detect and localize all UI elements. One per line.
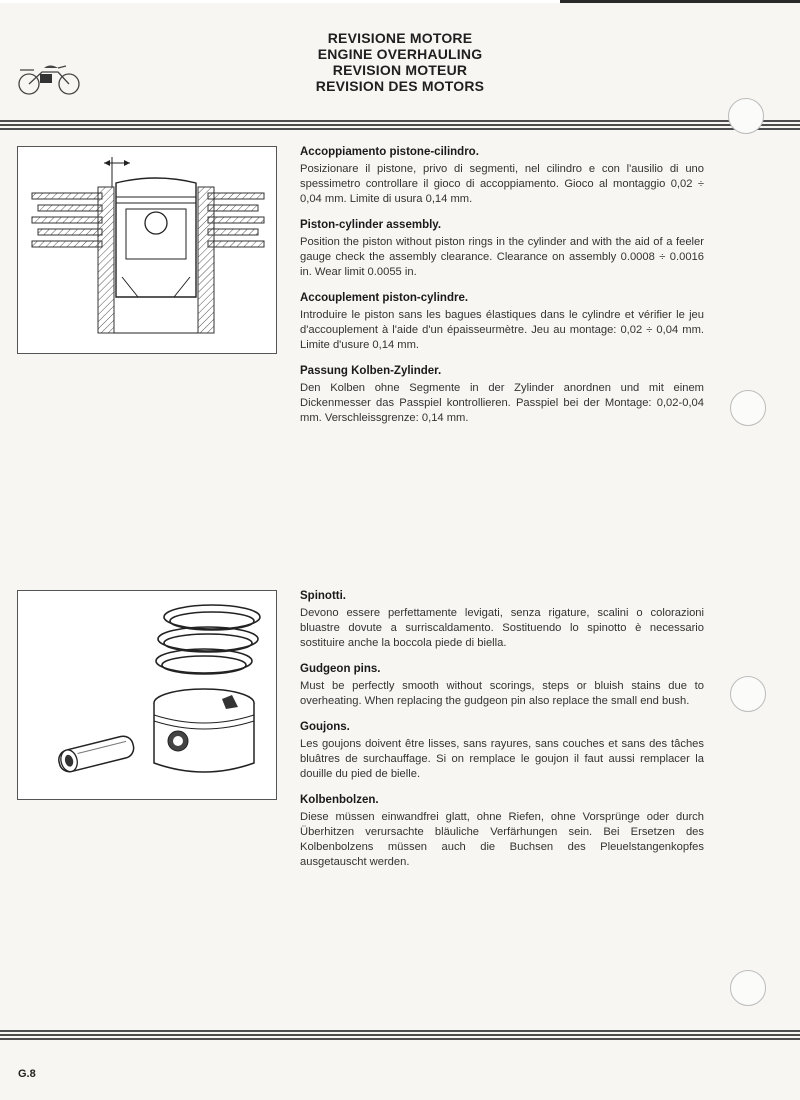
block-text: Diese müssen einwandfrei glatt, ohne Riefen, ohne Vorsprünge oder durch Überhitzen verursachte bläuliche Verfärhungen sein. Bei Ersetzen des Kolbenbolzens müssen auch die Buchsen des Pleuelstangenkopfes ausgetauscht werden. bbox=[300, 811, 704, 868]
block-text: Devono essere perfettamente levigati, senza rigature, scalini o colorazioni bluastre dovute a surriscaldamento. Sostituendo lo spinotto è necessario sostituire anche la boccola piede di biella. bbox=[300, 607, 704, 649]
block-text: Position the piston without piston rings in the cylinder and with the aid of a feeler gauge check the assembly clearance. Clearance on assembly 0.0008 ÷ 0.0016 in. Wear limit 0.0055 in. bbox=[300, 236, 704, 278]
block-title: Goujons. bbox=[300, 721, 350, 733]
page-header bbox=[260, 30, 540, 94]
block-title: Gudgeon pins. bbox=[300, 663, 381, 675]
piston-cylinder-section bbox=[300, 146, 704, 438]
binder-hole-icon bbox=[730, 390, 766, 426]
block-text: Les goujons doivent être lisses, sans rayures, sans couches et sans des tâches bluâtres de surchauffage. Si on remplace le goujon il faut aussi remplacer la douille du pied de bielle. bbox=[300, 738, 704, 780]
block-text: Must be perfectly smooth without scorings, steps or bluish stains due to overheating. When replacing the gudgeon pin also replace the small end bush. bbox=[300, 680, 704, 707]
motorcycle-icon bbox=[14, 60, 84, 100]
binder-hole-icon bbox=[728, 98, 764, 134]
block-title: Accoppiamento pistone-cilindro. bbox=[300, 146, 479, 158]
block-text: Introduire le piston sans les bagues élastiques dans le cylindre et vérifier le jeu d'accouplement à l'aide d'un épaisseurmètre. Jeu au montage: 0,02 ÷ 0,04 mm. Limite d'usure 0,14 mm. bbox=[300, 309, 704, 351]
block-text: Den Kolben ohne Segmente in der Zylinder anordnen und mit einem Dickenmesser das Passpiel kontrollieren. Passpiel bei der Montage: 0,02-0,04 mm. Verschleissgrenze: 0,14 mm. bbox=[300, 382, 704, 424]
header-line-it: REVISIONE MOTORE bbox=[327, 30, 473, 46]
footer-rule bbox=[0, 1030, 800, 1042]
binder-hole-icon bbox=[730, 676, 766, 712]
gudgeon-pin-section bbox=[300, 590, 704, 882]
piston-rings-pin-figure bbox=[17, 590, 277, 800]
block-title: Kolbenbolzen. bbox=[300, 794, 379, 806]
page-number: G.8 bbox=[18, 1068, 36, 1080]
piston-cylinder-figure bbox=[17, 146, 277, 354]
block-title: Accouplement piston-cylindre. bbox=[300, 292, 469, 304]
header-line-fr: REVISION MOTEUR bbox=[332, 62, 468, 78]
header-line-en: ENGINE OVERHAULING bbox=[317, 46, 483, 62]
block-title: Passung Kolben-Zylinder. bbox=[300, 365, 442, 377]
top-edge-line bbox=[0, 0, 800, 3]
header-line-de: REVISION DES MOTORS bbox=[315, 78, 485, 94]
block-text: Posizionare il pistone, privo di segmenti, nel cilindro e con l'ausilio di uno spessimetro controllare il gioco di accoppiamento. Gioco al montaggio 0,02 ÷ 0,04 mm. Limite di usura 0,14 mm. bbox=[300, 163, 704, 205]
header-rule bbox=[0, 120, 800, 132]
block-title: Piston-cylinder assembly. bbox=[300, 219, 442, 231]
binder-hole-icon bbox=[730, 970, 766, 1006]
block-title: Spinotti. bbox=[300, 590, 346, 602]
